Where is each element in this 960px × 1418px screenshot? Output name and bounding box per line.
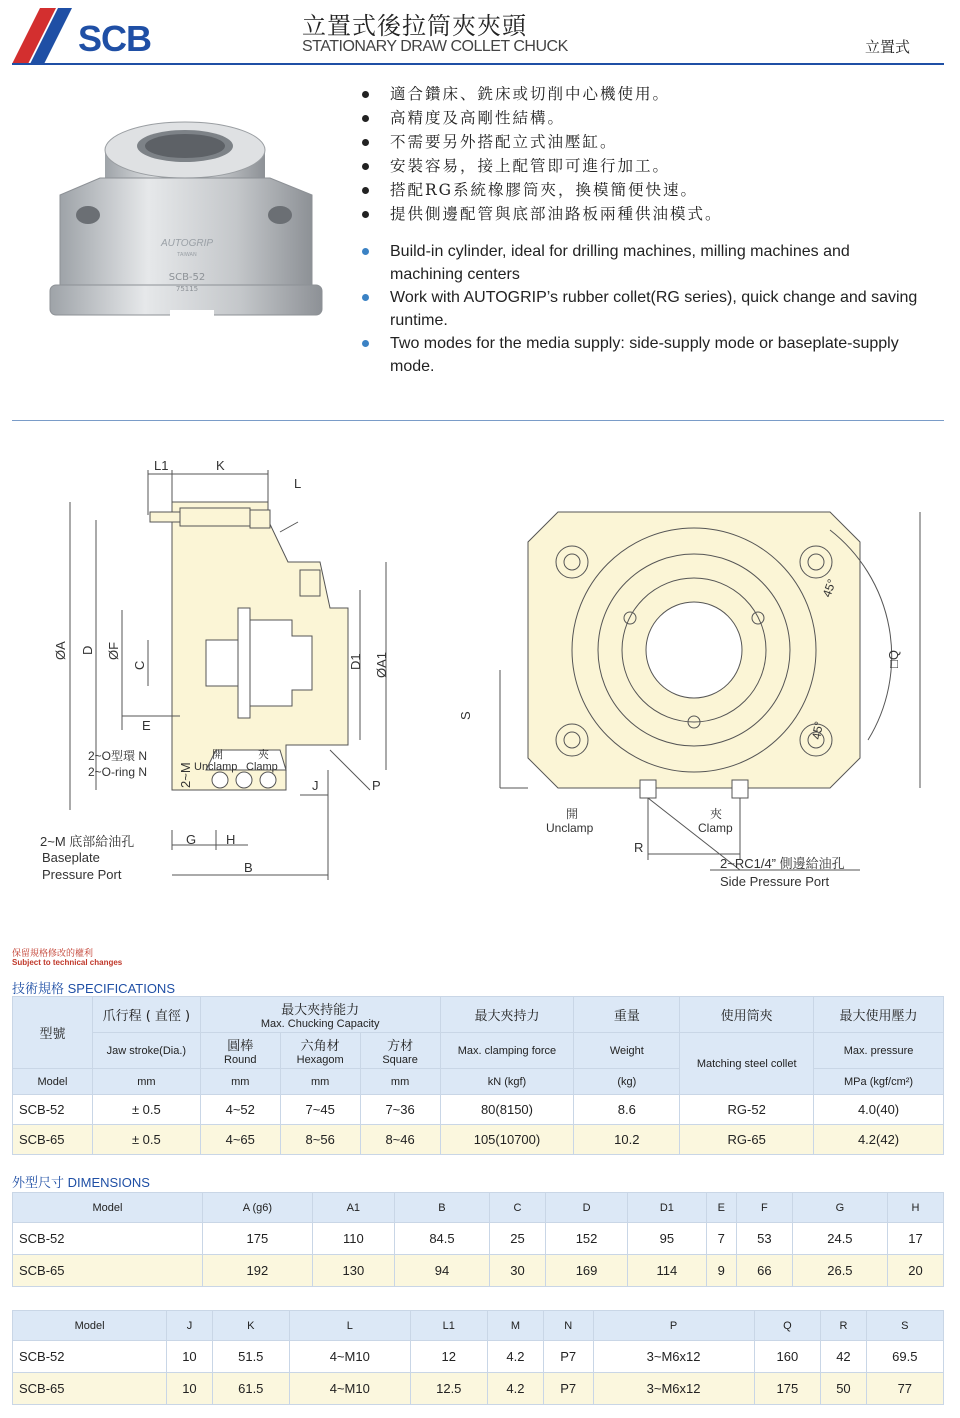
side-view xyxy=(70,470,386,880)
dim-label: J xyxy=(312,778,319,793)
spec-header-pressure: 最大使用壓力 xyxy=(814,997,944,1033)
spec-header-square xyxy=(360,1033,440,1069)
table-cell: 192 xyxy=(202,1255,312,1287)
table-cell: 4~52 xyxy=(200,1095,280,1125)
dim-label: S xyxy=(458,711,473,720)
feature-en: Two modes for the media supply: side-supply mode or baseplate-supply mode. xyxy=(360,332,920,378)
dims-header: R xyxy=(821,1311,866,1341)
table-row xyxy=(13,1125,944,1155)
disclaimer-en: Subject to technical changes xyxy=(12,958,123,967)
category-label: 立置式 xyxy=(864,38,910,56)
table-row xyxy=(13,1341,944,1373)
unclamp-label-zh: 開 xyxy=(566,807,579,821)
table-cell: 30 xyxy=(490,1255,546,1287)
angle-label: 45° xyxy=(819,577,840,600)
table-cell: SCB-65 xyxy=(13,1255,203,1287)
spec-header-pressure-en: Max. pressure xyxy=(814,1033,944,1069)
hex-en: Hexagom xyxy=(296,1054,344,1066)
table-cell: 130 xyxy=(312,1255,394,1287)
dim-label: H xyxy=(226,832,236,847)
dim-label: D xyxy=(80,645,95,655)
table-cell: 4.2(42) xyxy=(814,1125,944,1155)
table-cell: 12 xyxy=(410,1341,487,1373)
table-row xyxy=(13,1223,944,1255)
table-cell: 94 xyxy=(394,1255,489,1287)
spec-header-weight: 重量 xyxy=(574,997,680,1033)
dims-header: C xyxy=(490,1193,546,1223)
spec-header-capacity xyxy=(200,997,440,1033)
dims-header: Model xyxy=(13,1193,203,1223)
label-origin: TAIWAN xyxy=(177,252,197,258)
disclaimer-zh: 保留規格修改的權利 xyxy=(12,949,94,959)
table-cell: 3~M6x12 xyxy=(593,1373,754,1405)
logo-text: SCB xyxy=(78,18,152,59)
feature-zh: 安裝容易，接上配管即可進行加工。 xyxy=(360,154,723,178)
table-cell: 20 xyxy=(887,1255,943,1287)
baseport-label-en1: Baseplate xyxy=(42,850,100,865)
dims-section-title: 外型尺寸 DIMENSIONS xyxy=(12,1175,150,1190)
product-photo xyxy=(40,80,330,340)
capacity-en: Max. Chucking Capacity xyxy=(260,1018,380,1030)
clamp-label-zh: 夾 xyxy=(710,807,723,821)
scb-logo xyxy=(12,8,162,64)
dims-header: N xyxy=(543,1311,593,1341)
dims-header: L xyxy=(289,1311,410,1341)
table-cell: 42 xyxy=(821,1341,866,1373)
table-cell: 10 xyxy=(167,1341,212,1373)
table-cell: 12.5 xyxy=(410,1373,487,1405)
dims-table-2 xyxy=(12,1310,944,1405)
spec-unit-model: Model xyxy=(13,1069,93,1095)
table-cell: SCB-65 xyxy=(13,1373,167,1405)
dim-label: L1 xyxy=(154,458,169,473)
table-cell: 175 xyxy=(754,1373,821,1405)
table-cell: 175 xyxy=(202,1223,312,1255)
dim-label: □Q xyxy=(886,650,901,668)
round-zh: 圓棒 xyxy=(227,1039,254,1054)
spec-section-title: 技術規格 SPECIFICATIONS xyxy=(12,981,175,996)
capacity-zh: 最大夾持能力 xyxy=(281,1003,360,1018)
table-cell: 4.2 xyxy=(487,1341,543,1373)
table-cell: 50 xyxy=(821,1373,866,1405)
spec-unit: MPa (kgf/cm²) xyxy=(814,1069,944,1095)
table-cell: 8.6 xyxy=(574,1095,680,1125)
table-cell: 4~M10 xyxy=(289,1373,410,1405)
table-cell: 84.5 xyxy=(394,1223,489,1255)
table-cell: RG-52 xyxy=(680,1095,814,1125)
table-cell: 26.5 xyxy=(792,1255,887,1287)
spec-unit: mm xyxy=(280,1069,360,1095)
logo-slash-icon xyxy=(12,8,72,64)
dims-header-row xyxy=(13,1311,944,1341)
page-title-en: STATIONARY DRAW COLLET CHUCK xyxy=(302,38,568,55)
dims-table-1 xyxy=(12,1192,944,1287)
spec-header-stroke-en: Jaw stroke(Dia.) xyxy=(92,1033,200,1069)
feature-zh: 提供側邊配管與底部油路板兩種供油模式。 xyxy=(360,202,723,226)
header-divider xyxy=(12,63,944,65)
table-row xyxy=(13,1255,944,1287)
table-cell: 4.0(40) xyxy=(814,1095,944,1125)
table-cell: P7 xyxy=(543,1341,593,1373)
oring-label-zh: 2~O型環 N xyxy=(88,749,148,763)
dim-label: C xyxy=(132,660,147,670)
spec-header-collet: 使用筒夾 xyxy=(680,997,814,1033)
page-title-zh: 立置式後拉筒夾夾頭 xyxy=(302,12,527,40)
table-cell: SCB-65 xyxy=(13,1125,93,1155)
table-cell: 51.5 xyxy=(212,1341,289,1373)
table-cell: SCB-52 xyxy=(13,1095,93,1125)
table-cell: 8~46 xyxy=(360,1125,440,1155)
label-serial: 75115 xyxy=(175,285,199,293)
table-cell: 8~56 xyxy=(280,1125,360,1155)
dim-label: D1 xyxy=(348,653,363,670)
table-cell: 4~65 xyxy=(200,1125,280,1155)
dims-header: S xyxy=(866,1311,943,1341)
table-cell: ± 0.5 xyxy=(92,1095,200,1125)
table-cell: SCB-52 xyxy=(13,1341,167,1373)
angle-label: 45° xyxy=(809,720,827,741)
dim-label: L xyxy=(294,476,302,491)
table-cell: 4.2 xyxy=(487,1373,543,1405)
table-cell: RG-65 xyxy=(680,1125,814,1155)
feature-zh: 適合鑽床、銑床或切削中心機使用。 xyxy=(360,82,723,106)
dim-label: ØF xyxy=(106,641,121,660)
spec-header-stroke: 爪行程 ( 直徑 ) xyxy=(92,997,200,1033)
table-cell: SCB-52 xyxy=(13,1223,203,1255)
dims-header-row xyxy=(13,1193,944,1223)
section-divider xyxy=(12,420,944,421)
features-zh-list xyxy=(360,82,723,226)
baseport-label-zh: 2~M 底部給油孔 xyxy=(40,834,135,849)
dims-header: K xyxy=(212,1311,289,1341)
table-cell: 110 xyxy=(312,1223,394,1255)
dim-label: G xyxy=(186,832,197,847)
spec-unit: mm xyxy=(200,1069,280,1095)
square-zh: 方材 xyxy=(387,1039,414,1054)
feature-en: Work with AUTOGRIP’s rubber collet(RG series), quick change and saving runtime. xyxy=(360,286,920,332)
dims-header: P xyxy=(593,1311,754,1341)
dims-header: A (g6) xyxy=(202,1193,312,1223)
spec-header-round xyxy=(200,1033,280,1069)
table-cell: 77 xyxy=(866,1373,943,1405)
table-cell: 7~36 xyxy=(360,1095,440,1125)
table-cell: 10.2 xyxy=(574,1125,680,1155)
spec-unit: mm xyxy=(92,1069,200,1095)
feature-zh: 搭配RG系統橡膠筒夾，換模簡便快速。 xyxy=(360,178,723,202)
spec-header-force-en: Max. clamping force xyxy=(440,1033,574,1069)
dim-label: R xyxy=(634,840,644,855)
feature-zh: 不需要另外搭配立式油壓缸。 xyxy=(360,130,723,154)
dims-header: J xyxy=(167,1311,212,1341)
unclamp-label-en: Unclamp xyxy=(194,761,238,773)
unclamp-label-en: Unclamp xyxy=(546,821,594,835)
spec-unit: mm xyxy=(360,1069,440,1095)
dims-header: F xyxy=(736,1193,792,1223)
table-cell: 69.5 xyxy=(866,1341,943,1373)
table-cell: 17 xyxy=(887,1223,943,1255)
dims-header: L1 xyxy=(410,1311,487,1341)
table-row xyxy=(13,1095,944,1125)
table-cell: 61.5 xyxy=(212,1373,289,1405)
features-en-list xyxy=(360,240,920,378)
spec-header-collet-en: Matching steel collet xyxy=(680,1033,814,1095)
spec-header-model: 型號 xyxy=(13,997,93,1069)
dims-header: A1 xyxy=(312,1193,394,1223)
dim-label: ØA xyxy=(53,641,68,660)
table-cell: 80(8150) xyxy=(440,1095,574,1125)
sideport-label-zh: 2~RC1/4” 側邊給油孔 xyxy=(720,856,845,871)
spec-unit: kN (kgf) xyxy=(440,1069,574,1095)
baseport-label-en2: Pressure Port xyxy=(42,867,122,882)
hex-zh: 六角材 xyxy=(300,1039,340,1054)
sideport-label-en: Side Pressure Port xyxy=(720,874,830,889)
table-cell: 9 xyxy=(706,1255,736,1287)
table-cell: 7 xyxy=(706,1223,736,1255)
table-cell: 24.5 xyxy=(792,1223,887,1255)
dim-label: K xyxy=(216,458,225,473)
dim-label: E xyxy=(142,718,151,733)
label-brand: AUTOGRIP xyxy=(160,238,214,249)
table-cell: 66 xyxy=(736,1255,792,1287)
dims-header: G xyxy=(792,1193,887,1223)
feature-zh: 高精度及高剛性結構。 xyxy=(360,106,723,130)
spec-table xyxy=(12,996,944,1155)
table-cell: 169 xyxy=(545,1255,627,1287)
table-cell: 3~M6x12 xyxy=(593,1341,754,1373)
dim-label: P xyxy=(372,778,381,793)
dims-header: M xyxy=(487,1311,543,1341)
dims-header: H xyxy=(887,1193,943,1223)
feature-en: Build-in cylinder, ideal for drilling machines, milling machines and machining centers xyxy=(360,240,920,286)
table-cell: 4~M10 xyxy=(289,1341,410,1373)
table-cell: P7 xyxy=(543,1373,593,1405)
table-cell: 114 xyxy=(628,1255,707,1287)
table-cell: 160 xyxy=(754,1341,821,1373)
dim-label: ØA1 xyxy=(374,651,389,678)
clamp-label-en: Clamp xyxy=(698,821,733,835)
table-cell: 152 xyxy=(545,1223,627,1255)
dims-header: Q xyxy=(754,1311,821,1341)
spec-header-hex xyxy=(280,1033,360,1069)
table-cell: 95 xyxy=(628,1223,707,1255)
dims-header: D1 xyxy=(628,1193,707,1223)
table-cell: 10 xyxy=(167,1373,212,1405)
dim-label: 2~M xyxy=(178,762,193,788)
table-cell: 25 xyxy=(490,1223,546,1255)
spec-header-force: 最大夾持力 xyxy=(440,997,574,1033)
table-cell: 53 xyxy=(736,1223,792,1255)
table-row xyxy=(13,1373,944,1405)
oring-label-en: 2~O-ring N xyxy=(88,765,148,779)
dims-header: B xyxy=(394,1193,489,1223)
label-model: SCB-52 xyxy=(168,272,206,283)
spec-unit: (kg) xyxy=(574,1069,680,1095)
dims-header: Model xyxy=(13,1311,167,1341)
square-en: Square xyxy=(382,1054,418,1066)
table-cell: 105(10700) xyxy=(440,1125,574,1155)
unclamp-label-zh: 開 xyxy=(212,749,223,761)
dims-header: E xyxy=(706,1193,736,1223)
technical-drawing xyxy=(30,450,930,900)
dim-label: B xyxy=(244,860,253,875)
table-cell: 7~45 xyxy=(280,1095,360,1125)
round-en: Round xyxy=(224,1054,257,1066)
clamp-label-zh: 夾 xyxy=(258,749,269,761)
dims-header: D xyxy=(545,1193,627,1223)
spec-header-weight-en: Weight xyxy=(574,1033,680,1069)
table-cell: ± 0.5 xyxy=(92,1125,200,1155)
clamp-label-en: Clamp xyxy=(246,761,278,773)
